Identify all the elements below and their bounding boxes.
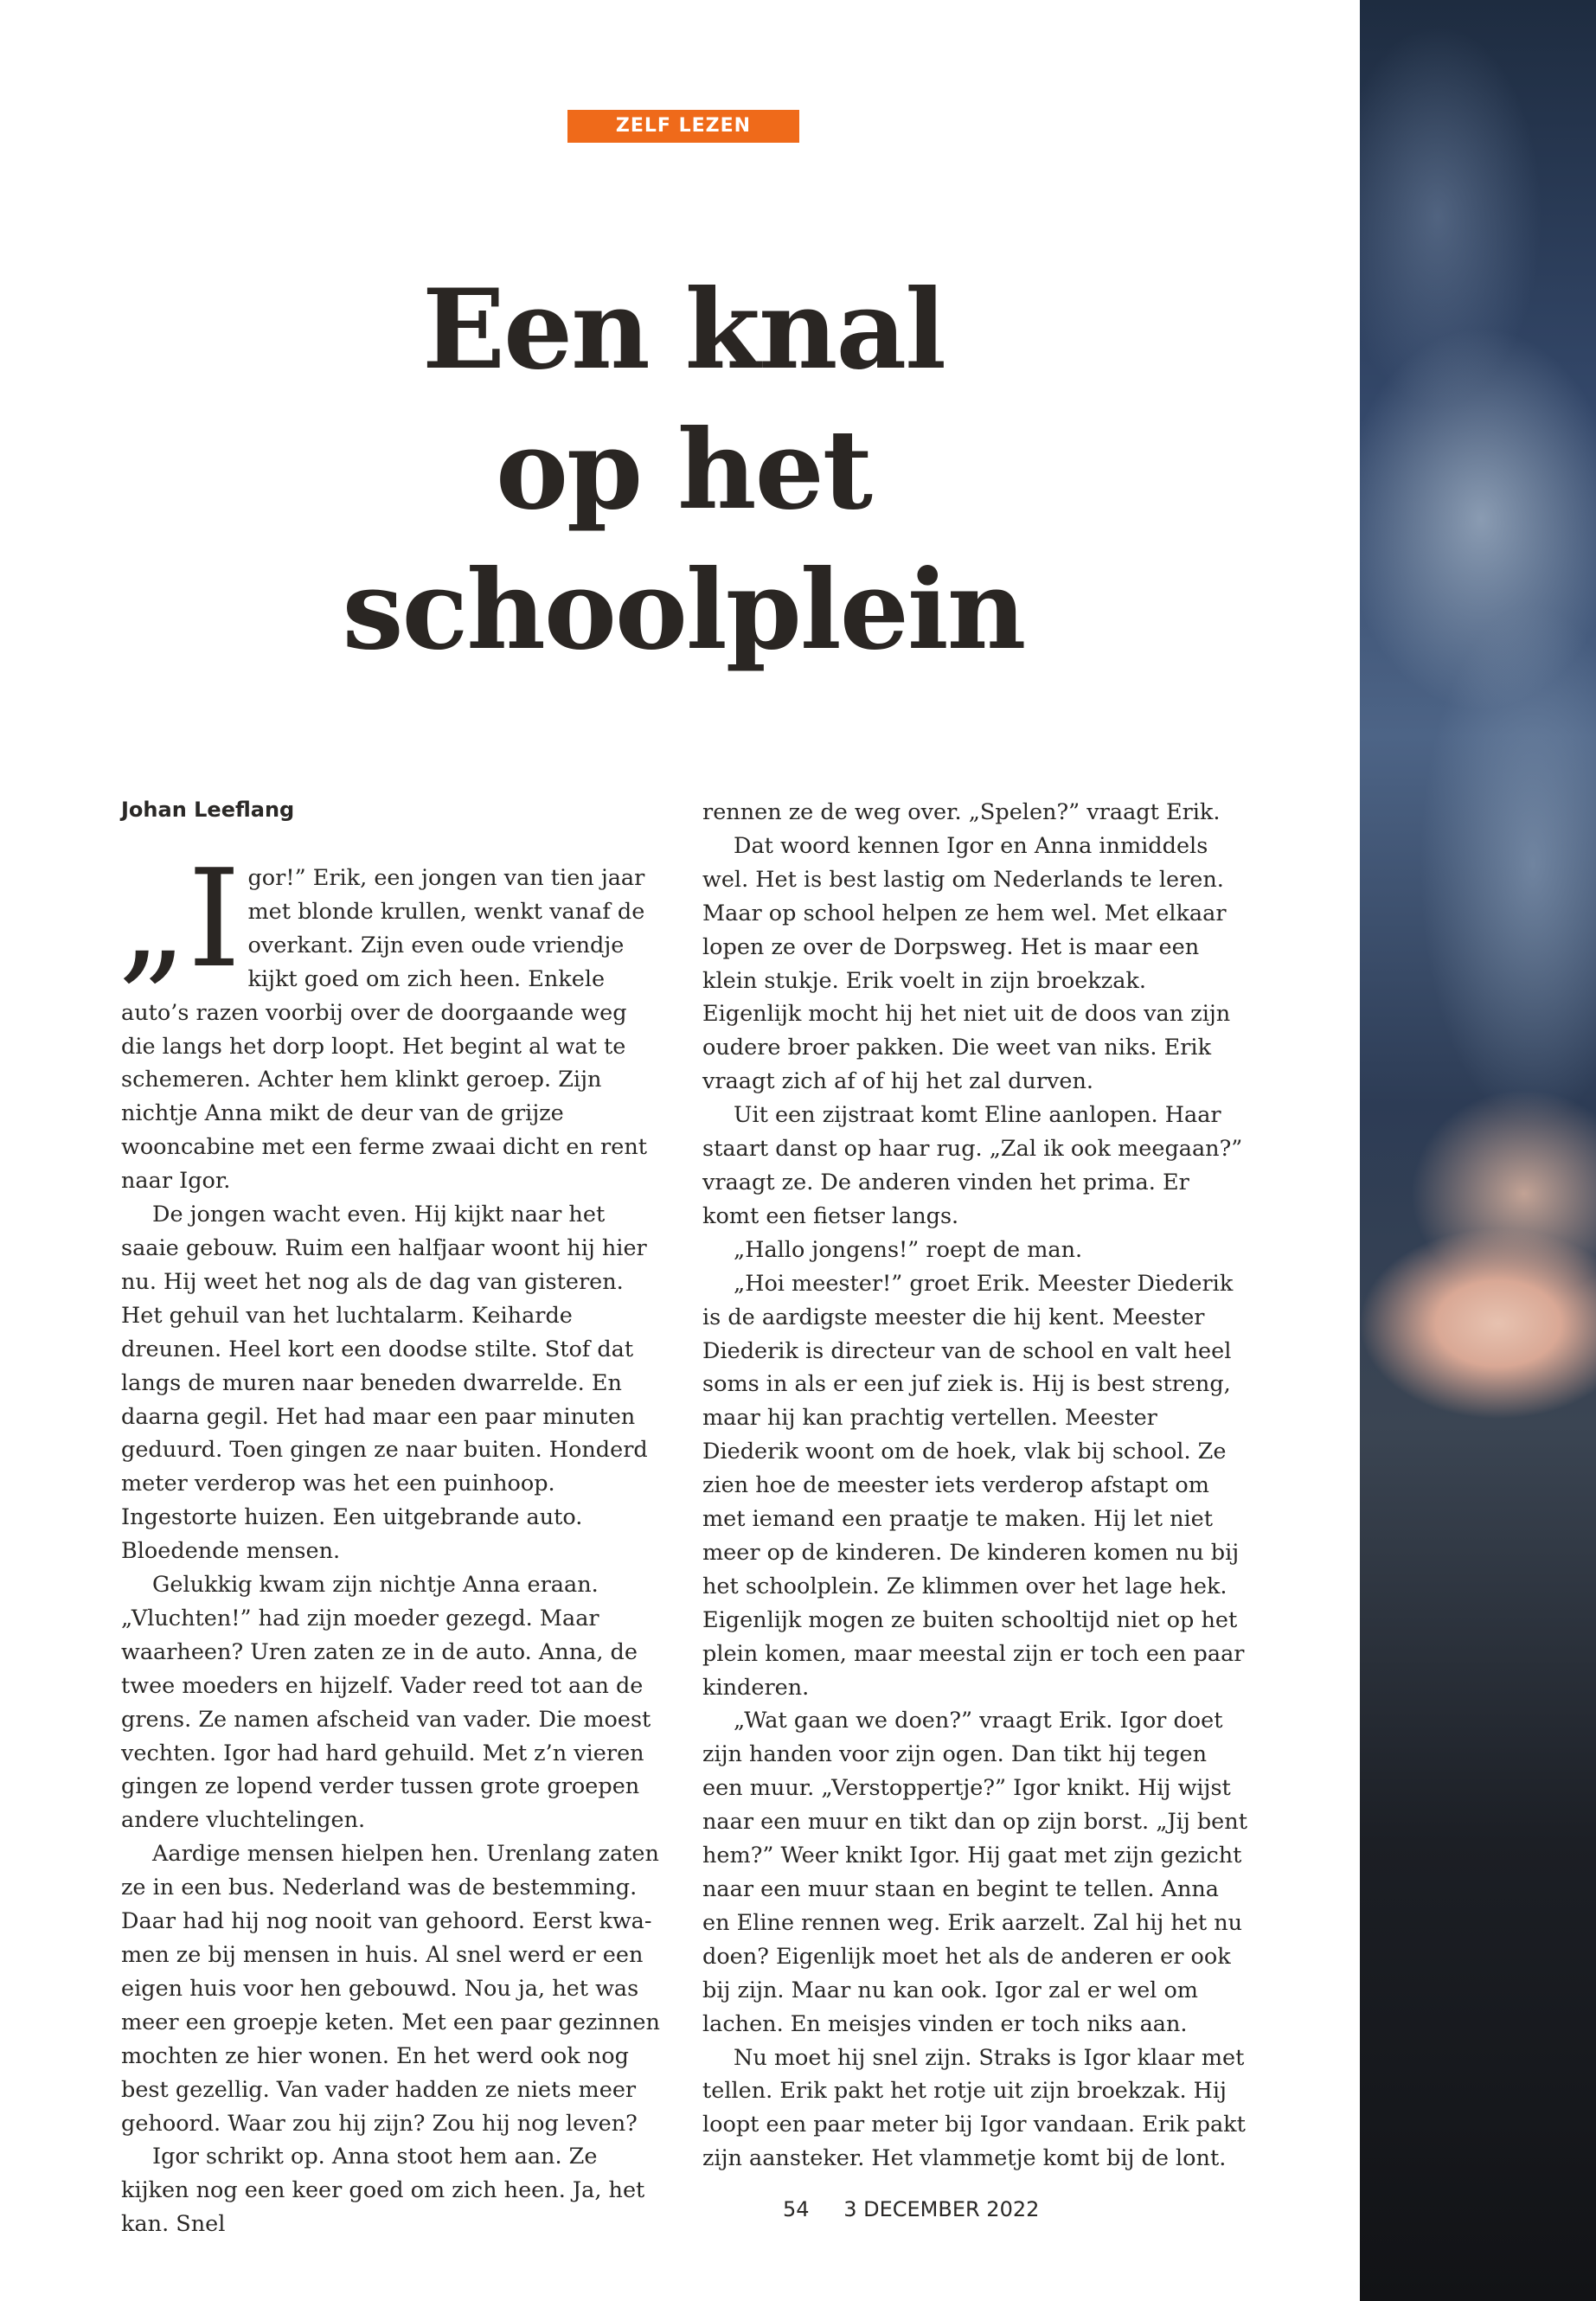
paragraph: „Wat gaan we doen?” vraagt Erik. Igor doet zijn handen voor zijn ogen. Dan tikt hij tegen een muur. „Verstoppertje?” Igor knikt. Hij wijst naar een muur en tikt dan op zijn borst. „Jij bent hem?” Weer knikt Igor. Hij gaat met zijn gezicht naar een muur staan en begint te tellen. Anna en Eline rennen weg. Erik aarzelt. Zal hij het nu doen? Eigenlijk moet het als de anderen er ook bij zijn. Maar nu kan ook. Igor zal er wel om lachen. En meisjes vinden er toch niks aan. [702,1708,1247,2037]
paragraph: rennen ze de weg over. „Spelen?” vraagt Erik. [702,799,1221,825]
drop-cap: „I [118,840,241,997]
article-title [294,260,1073,680]
paragraph: De jongen wacht even. Hij kijkt naar het saaie gebouw. Ruim een halfjaar woont hij hier nu. Hij weet het nog als de dag van gisteren. Het gehuil van het luchtalarm. Keiharde dreunen. Heel kort een doodse stilte. Stof dat langs de muren naar beneden dwarrelde. En daarna gegil. Het had maar een paar minuten geduurd. Toen gingen ze naar buiten. Honderd meter verderop was het een puinhoop. Ingestorte huizen. Een uitgebrande auto. Bloedende mensen. [121,1202,648,1565]
left-text-column [118,840,666,2241]
paragraph: Uit een zijstraat komt Eline aanlopen. Haar staart danst op haar rug. „Zal ik ook meegaan?” vraagt ze. De anderen vinden het prima. Er komt een fietser langs. [702,1102,1243,1229]
paragraph-text: gor!” Erik, een jongen van tien jaar met blonde krullen, wenkt vanaf de overkant. Zijn even oude vriendje kijkt goed om zich heen. Enkele auto’s razen voorbij over de doorgaande weg die langs het dorp loopt. Het begint al wat te schemeren. Achter hem klinkt geroep. Zijn nichtje Anna mikt de deur van de grijze wooncabine met een ferme zwaai dicht en rent naar Igor. [121,865,648,1195]
right-text-column [702,796,1247,2176]
title-line-1: Een knal [421,266,945,394]
paragraph: Igor schrikt op. Anna stoot hem aan. Ze kijken nog een keer goed om zich heen. Ja, het kan. Snel [121,2144,645,2238]
paragraph: „Hallo jongens!” roept de man. [734,1236,1083,1263]
paragraph: „Hoi meester!” groet Erik. Meester Diederik is de aardigste meester die hij kent. Meester Diederik is directeur van de school en valt heel soms in als er een juf ziek is. Hij is best streng, maar hij kan prachtig vertellen. Meester Diederik woont om de hoek, vlak bij school. Ze zien hoe de meester iets verderop afstapt om met iemand een praatje te maken. Hij let niet meer op de kinderen. De kinderen komen nu bij het schoolplein. Ze klimmen over het lage hek. Eigenlijk mogen ze buiten schooltijd niet op het plein komen, maar meestal zijn er toch een paar kinderen. [702,1270,1245,1701]
title-line-3: schoolplein [342,546,1025,674]
page-number: 54 [783,2197,810,2221]
paragraph: Gelukkig kwam zijn nichtje Anna eraan. „Vluchten!” had zijn moeder gezegd. Maar waarheen? Uren zaten ze in de auto. Anna, de twee moeders en hijzelf. Vader reed tot aan de grens. Ze namen afscheid van vader. Die moest vechten. Igor had hard gehuild. Met z’n vieren gingen ze lopend verder tussen grote groepen andere vluchtelingen. [121,1572,651,1834]
paragraph: Aardige mensen hielpen hen. Urenlang zaten ze in een bus. Nederland was de bestemming. Daar had hij nog nooit van gehoord. Eerst kwamen ze bij mensen in huis. Al snel werd er een eigen huis voor hen gebouwd. Nou ja, het was meer een groepje keten. Met een paar gezinnen mochten ze hier wonen. En het werd ook nog best gezellig. Van vader hadden ze niets meer gehoord. Waar zou hij zijn? Zou hij nog leven? [121,1841,660,2137]
title-line-2: op het [496,406,871,534]
side-photo-hand-smoke [1360,0,1596,2301]
author-byline: Johan Leeflang [121,798,295,822]
section-tag: ZELF LEZEN [567,110,799,143]
paragraph [118,840,666,1198]
issue-date: 3 DECEMBER 2022 [843,2197,1040,2221]
paragraph: Nu moet hij snel zijn. Straks is Igor klaar met tellen. Erik pakt het rotje uit zijn broekzak. Hij loopt een paar meter bij Igor vandaan. Erik pakt zijn aansteker. Het vlammetje komt bij de lont. [702,2044,1246,2172]
paragraph: Dat woord kennen Igor en Anna inmiddels wel. Het is best lastig om Nederlands te leren. Maar op school helpen ze hem wel. Met elkaar lopen ze over de Dorpsweg. Het is maar een klein stukje. Erik voelt in zijn broekzak. Eigenlijk mocht hij het niet uit de doos van zijn oudere broer pakken. Die weet van niks. Erik vraagt zich af of hij het zal durven. [702,832,1231,1095]
page-footer [783,2197,1039,2221]
